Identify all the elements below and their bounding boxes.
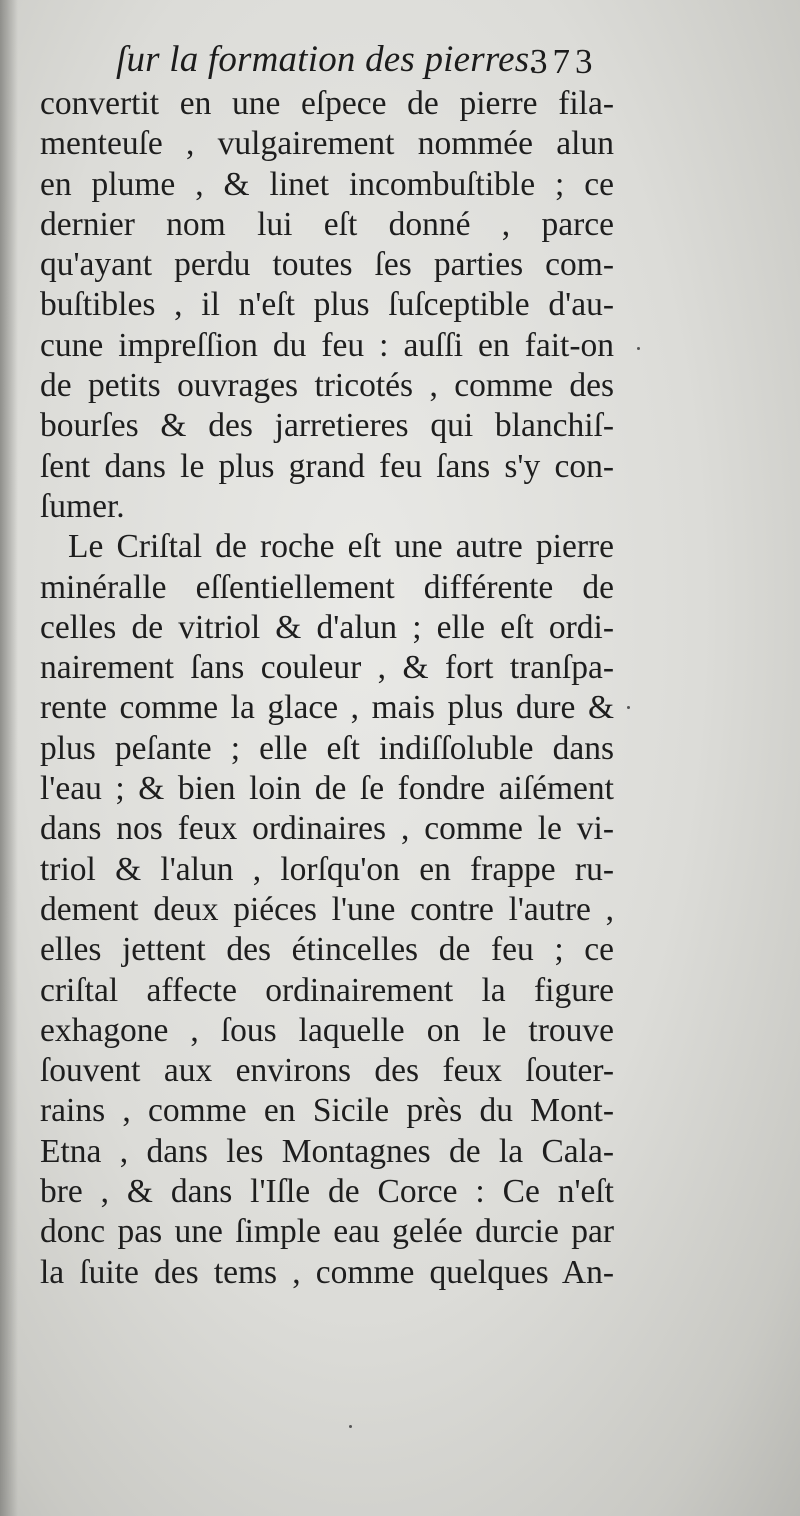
text-line: ſouvent aux environs des feux ſouter- [40, 1052, 614, 1090]
text-line: rente comme la glace , mais plus dure & [40, 689, 614, 727]
page-number: 373 [530, 42, 598, 81]
text-line: criſtal affecte ordinairement la figure [40, 971, 614, 1009]
body-text [40, 84, 614, 1293]
text-line: plus peſante ; elle eſt indiſſoluble dans [40, 729, 614, 767]
page-header [116, 38, 616, 84]
text-line: celles de vitriol & d'alun ; elle eſt ordi- [40, 608, 614, 646]
paragraph-start-line: Le Criſtal de roche eſt une autre pierre [68, 528, 614, 566]
text-line: menteuſe , vulgairement nommée alun [40, 125, 614, 163]
paper-speck [637, 347, 640, 350]
text-line: triol & l'alun , lorſqu'on en frappe ru- [40, 850, 614, 888]
text-line: convertit en une eſpece de pierre fila- [40, 85, 614, 122]
paper-speck [627, 706, 630, 709]
paper-speck [349, 1425, 352, 1428]
text-line: Etna , dans les Montagnes de la Cala- [40, 1132, 614, 1170]
text-line: exhagone , ſous laquelle on le trouve [40, 1011, 614, 1049]
text-line: cune impreſſion du feu : auſſi en fait-on [40, 326, 614, 364]
text-line: nairement ſans couleur , & fort tranſpa- [40, 649, 614, 687]
running-head: ſur la formation des pierres. [116, 39, 539, 80]
text-line: l'eau ; & bien loin de ſe fondre aiſément [40, 770, 614, 808]
page-gutter-shadow [0, 0, 18, 1516]
text-line: elles jettent des étincelles de feu ; ce [40, 931, 614, 969]
text-line: ſent dans le plus grand feu ſans s'y con- [40, 447, 614, 485]
text-line: rains , comme en Sicile près du Mont- [40, 1092, 614, 1130]
text-line: dernier nom lui eſt donné , parce [40, 205, 614, 243]
text-line: donc pas une ſimple eau gelée durcie par [40, 1213, 614, 1251]
text-line: bre , & dans l'Iſle de Corce : Ce n'eſt [40, 1173, 614, 1211]
text-line: dement deux piéces l'une contre l'autre , [40, 890, 614, 928]
text-line: buſtibles , il n'eſt plus ſuſceptible d'au- [40, 286, 614, 324]
text-line: de petits ouvrages tricotés , comme des [40, 367, 614, 405]
text-line: qu'ayant perdu toutes ſes parties com- [40, 246, 614, 284]
text-line: dans nos feux ordinaires , comme le vi- [40, 810, 614, 848]
text-line: la ſuite des tems , comme quelques An- [40, 1253, 614, 1291]
text-line: minéralle eſſentiellement différente de [40, 568, 614, 606]
text-line: en plume , & linet incombuſtible ; ce [40, 165, 614, 203]
text-line: ſumer. [40, 487, 125, 525]
text-line: bourſes & des jarretieres qui blanchiſ- [40, 407, 614, 445]
